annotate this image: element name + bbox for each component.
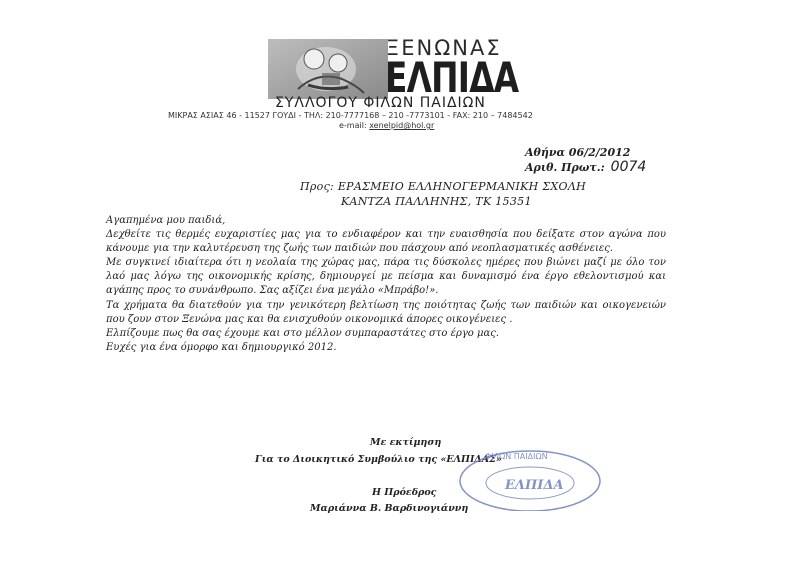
protocol-number: 0074 <box>610 159 647 175</box>
organization-address: ΜΙΚΡΑΣ ΑΣΙΑΣ 46 - 11527 ΓΟΥΔΙ - ΤΗΛ: 210-7777168 – 210 -7773101 - FAX: 210 – 7484542 <box>168 111 533 120</box>
organization-stamp <box>455 445 605 511</box>
signatory-role: Η Πρόεδρος <box>372 487 437 498</box>
svg-text:ΕΛΠΙΔΑ: ΕΛΠΙΔΑ <box>505 478 564 493</box>
closing-board: Για το Διοικητικό Συμβούλιο της «ΕΛΠΙΔΑΣ» <box>255 454 502 465</box>
organization-name: ΕΛΠΙΔΑ <box>385 53 519 102</box>
paragraph-thanks: Δεχθείτε τις θερμές ευχαριστίες μας για το ενδιαφέρον και την ευαισθησία που δείξατε στον αγώνα που κάνουμε για την καλυτέρευση της ζωής των παιδιών που πάσχουν από νεοπλασματικές ασθένειες. <box>106 229 666 255</box>
recipient-line-2: ΚΑΝΤΖΑ ΠΑΛΛΗΝΗΣ, ΤΚ 15351 <box>341 195 532 208</box>
letter-date: Αθήνα 06/2/2012 <box>525 146 631 159</box>
paragraph-wishes: Ευχές για ένα όμορφο και δημιουργικό 2012. <box>106 341 337 353</box>
protocol-line <box>525 160 646 175</box>
protocol-label: Αριθ. Πρωτ.: <box>525 161 605 174</box>
salutation: Αγαπημένα μου παιδιά, <box>106 215 226 226</box>
organization-logo <box>268 39 388 99</box>
recipient-line-1: Προς: ΕΡΑΣΜΕΙΟ ΕΛΛΗΝΟΓΕΡΜΑΝΙΚΗ ΣΧΟΛΗ <box>300 180 587 193</box>
email-link[interactable]: xenelpid@hol.gr <box>369 121 435 130</box>
paragraph-youth: Με συγκινεί ιδιαίτερα ότι η νεολαία της χώρας μας, πάρα τις δύσκολες ημέρες που βιώνει μαζί με όλο τον λαό μας λόγω της οικονομικής κρίσης, δημιουργεί με πείσμα και δυναμισμό ένα έργο εθελοντισμού και αγάπης προς το συνάνθρωπο. Σας αξίζει ένα μεγάλο «Μπράβο!». <box>106 257 666 297</box>
signatory-name: Μαριάννα Β. Βαρδινογιάννη <box>310 503 469 514</box>
paragraph-funds: Τα χρήματα θα διατεθούν για την γενικότερη βελτίωση της ποιότητας ζωής των παιδιών και οικογενειών που ζουν στον Ξενώνα μας και θα ενισχυθούν οικονομικά άπορες οικογένειες . <box>106 299 666 325</box>
email-line <box>339 121 434 130</box>
date-block <box>525 145 646 175</box>
email-label: e-mail: <box>339 121 370 130</box>
paragraph-hope: Ελπίζουμε πως θα σας έχουμε και στο μέλλον συμπαραστάτες στο έργο μας. <box>106 327 500 339</box>
closing-regards: Με εκτίμηση <box>370 437 442 448</box>
svg-text:ΦΙΛΩΝ ΠΑΙΔΙΩΝ: ΦΙΛΩΝ ΠΑΙΔΙΩΝ <box>485 452 548 461</box>
letterhead-top-line: ΞΕΝΩΝΑΣ <box>386 36 502 60</box>
letter-body <box>106 214 666 355</box>
organization-subtitle: ΣΥΛΛΟΓΟΥ ΦΙΛΩΝ ΠΑΙΔΙΩΝ <box>275 95 486 111</box>
